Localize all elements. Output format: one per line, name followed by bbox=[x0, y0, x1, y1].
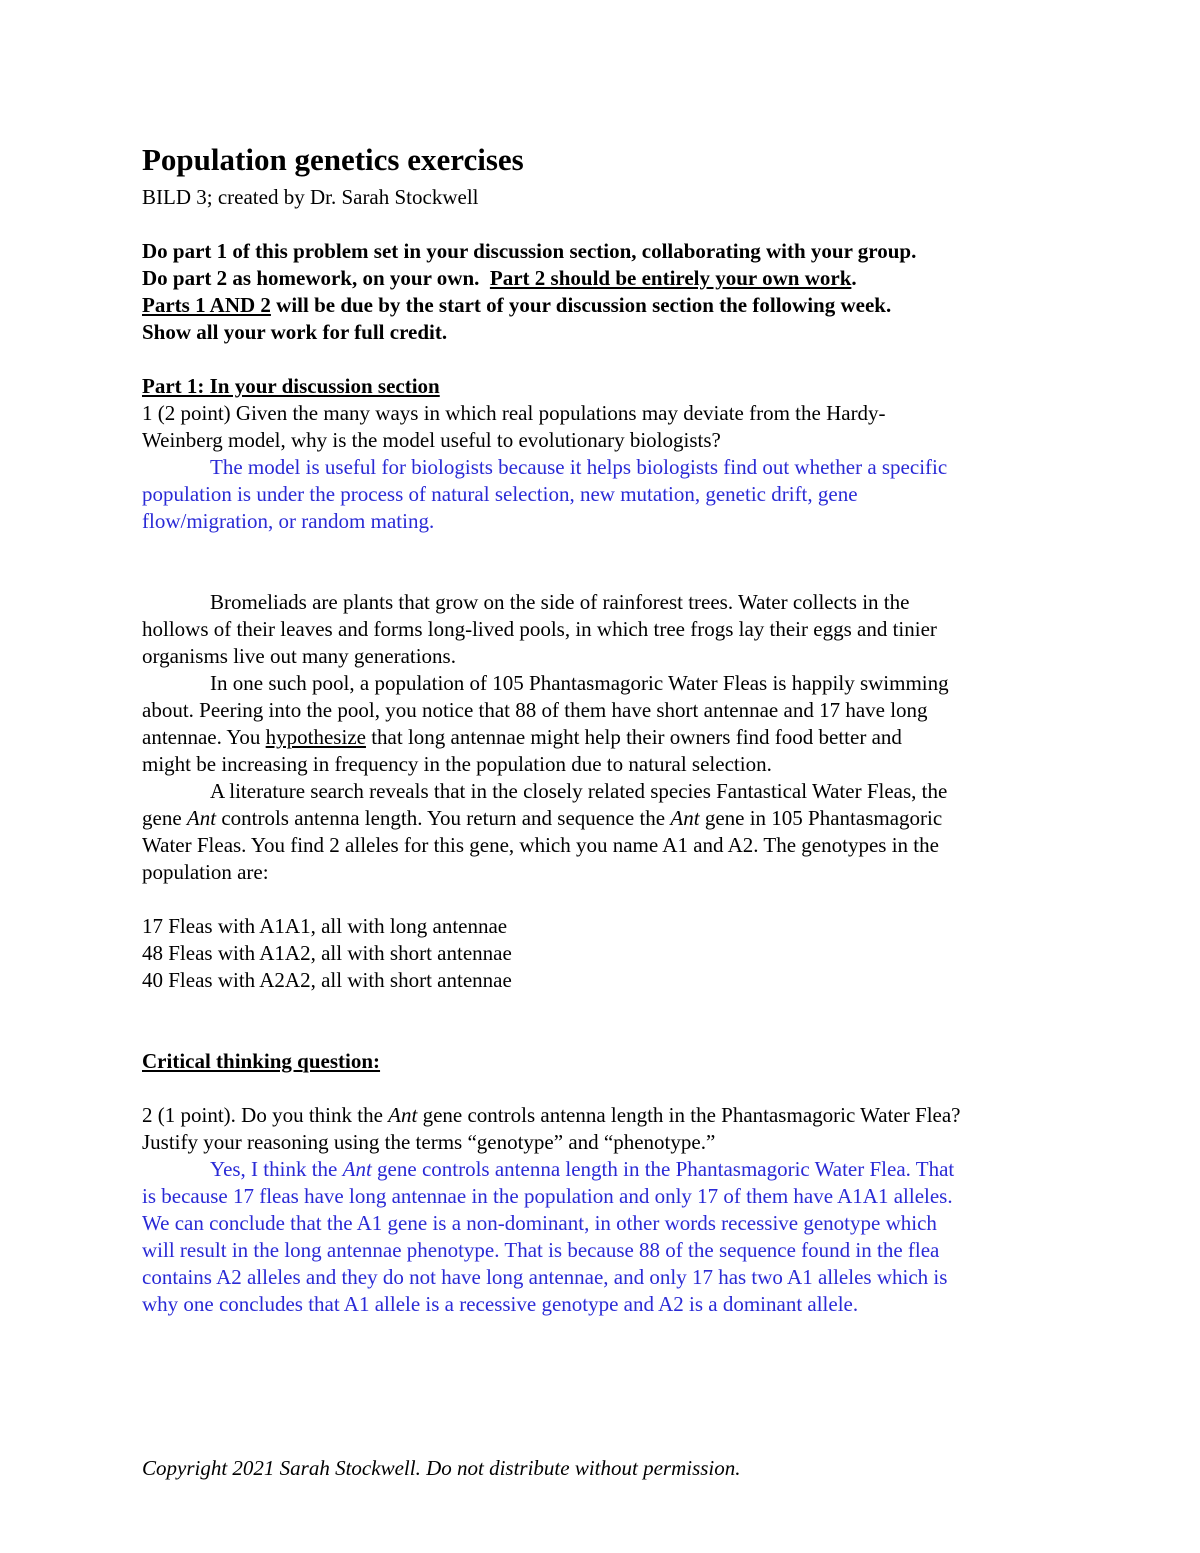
genotype-item: 40 Fleas with A2A2, all with short antennae bbox=[142, 968, 512, 992]
story-line: Water Fleas. You find 2 alleles for this gene, which you name A1 and A2. The genotypes in the bbox=[142, 833, 939, 857]
story-text: that long antennae might help their owners find food better and bbox=[365, 725, 902, 749]
story-line bbox=[142, 724, 902, 751]
answer-text: Yes, I think the bbox=[210, 1157, 343, 1181]
answer-2-line bbox=[210, 1156, 954, 1183]
part1-heading: Part 1: In your discussion section bbox=[142, 374, 440, 398]
instruction-emphasis: Parts 1 AND 2 bbox=[142, 293, 271, 317]
genotype-item: 17 Fleas with A1A1, all with long antennae bbox=[142, 914, 508, 938]
story-line: hollows of their leaves and forms long-lived pools, in which tree frogs lay their eggs and tinier bbox=[142, 617, 937, 641]
question-2-line: Justify your reasoning using the terms “genotype” and “phenotype.” bbox=[142, 1130, 716, 1154]
story-line: organisms live out many generations. bbox=[142, 644, 456, 668]
gene-name: Ant bbox=[388, 1103, 418, 1127]
critical-heading: Critical thinking question: bbox=[142, 1049, 381, 1073]
story-line: A literature search reveals that in the closely related species Fantastical Water Fleas, the bbox=[210, 779, 948, 803]
story-line: might be increasing in frequency in the population due to natural selection. bbox=[142, 752, 772, 776]
question-2-line bbox=[142, 1102, 961, 1129]
question-text: gene controls antenna length in the Phantasmagoric Water Flea? bbox=[417, 1103, 961, 1127]
gene-name: Ant bbox=[186, 806, 217, 830]
question-1-line: Weinberg model, why is the model useful to evolutionary biologists? bbox=[142, 428, 721, 452]
answer-text: gene controls antenna length in the Phantasmagoric Water Flea. That bbox=[371, 1157, 955, 1181]
question-1-line: 1 (2 point) Given the many ways in which real populations may deviate from the Hardy- bbox=[142, 401, 886, 425]
story-emphasis: hypothesize bbox=[265, 725, 366, 749]
story-line bbox=[142, 805, 942, 832]
answer-2-line: will result in the long antennae phenotype. That is because 88 of the sequence found in the flea bbox=[142, 1238, 940, 1262]
gene-name: Ant bbox=[670, 806, 700, 830]
instruction-text: . bbox=[851, 266, 857, 290]
story-line: population are: bbox=[142, 860, 269, 884]
instruction-line-2 bbox=[142, 265, 857, 292]
instruction-text: Do part 2 as homework, on your own. bbox=[142, 266, 480, 290]
answer-2-line: contains A2 alleles and they do not have long antennae, and only 17 has two A1 alleles which is bbox=[142, 1265, 948, 1289]
genotype-item: 48 Fleas with A1A2, all with short antennae bbox=[142, 941, 512, 965]
copyright-footer: Copyright 2021 Sarah Stockwell. Do not distribute without permission. bbox=[142, 1456, 741, 1480]
answer-1-line: The model is useful for biologists because it helps biologists find out whether a specific bbox=[210, 455, 948, 479]
story-text: gene bbox=[142, 806, 187, 830]
gene-name: Ant bbox=[342, 1157, 372, 1181]
instruction-line-1: Do part 1 of this problem set in your discussion section, collaborating with your group. bbox=[142, 239, 917, 263]
story-text: gene in 105 Phantasmagoric bbox=[699, 806, 943, 830]
story-line: about. Peering into the pool, you notice that 88 of them have short antennae and 17 have long bbox=[142, 698, 928, 722]
answer-2-line: We can conclude that the A1 gene is a non-dominant, in other words recessive genotype which bbox=[142, 1211, 937, 1235]
story-line: Bromeliads are plants that grow on the side of rainforest trees. Water collects in the bbox=[210, 590, 910, 614]
instruction-line-3 bbox=[142, 292, 891, 319]
instruction-emphasis: Part 2 should be entirely your own work bbox=[489, 266, 852, 290]
subtitle: BILD 3; created by Dr. Sarah Stockwell bbox=[142, 185, 479, 209]
story-line: In one such pool, a population of 105 Phantasmagoric Water Fleas is happily swimming bbox=[210, 671, 949, 695]
answer-2-line: is because 17 fleas have long antennae in the population and only 17 of them have A1A1 alleles. bbox=[142, 1184, 953, 1208]
question-text: 2 (1 point). Do you think the bbox=[142, 1103, 389, 1127]
answer-1-line: flow/migration, or random mating. bbox=[142, 509, 435, 533]
story-text: controls antenna length. You return and sequence the bbox=[216, 806, 671, 830]
instruction-text: will be due by the start of your discussion section the following week. bbox=[270, 293, 892, 317]
answer-1-line: population is under the process of natural selection, new mutation, genetic drift, gene bbox=[142, 482, 858, 506]
instruction-line-4: Show all your work for full credit. bbox=[142, 320, 448, 344]
answer-2-line: why one concludes that A1 allele is a recessive genotype and A2 is a dominant allele. bbox=[142, 1292, 859, 1316]
story-text: antennae. You bbox=[142, 725, 266, 749]
page-title: Population genetics exercises bbox=[142, 142, 524, 177]
